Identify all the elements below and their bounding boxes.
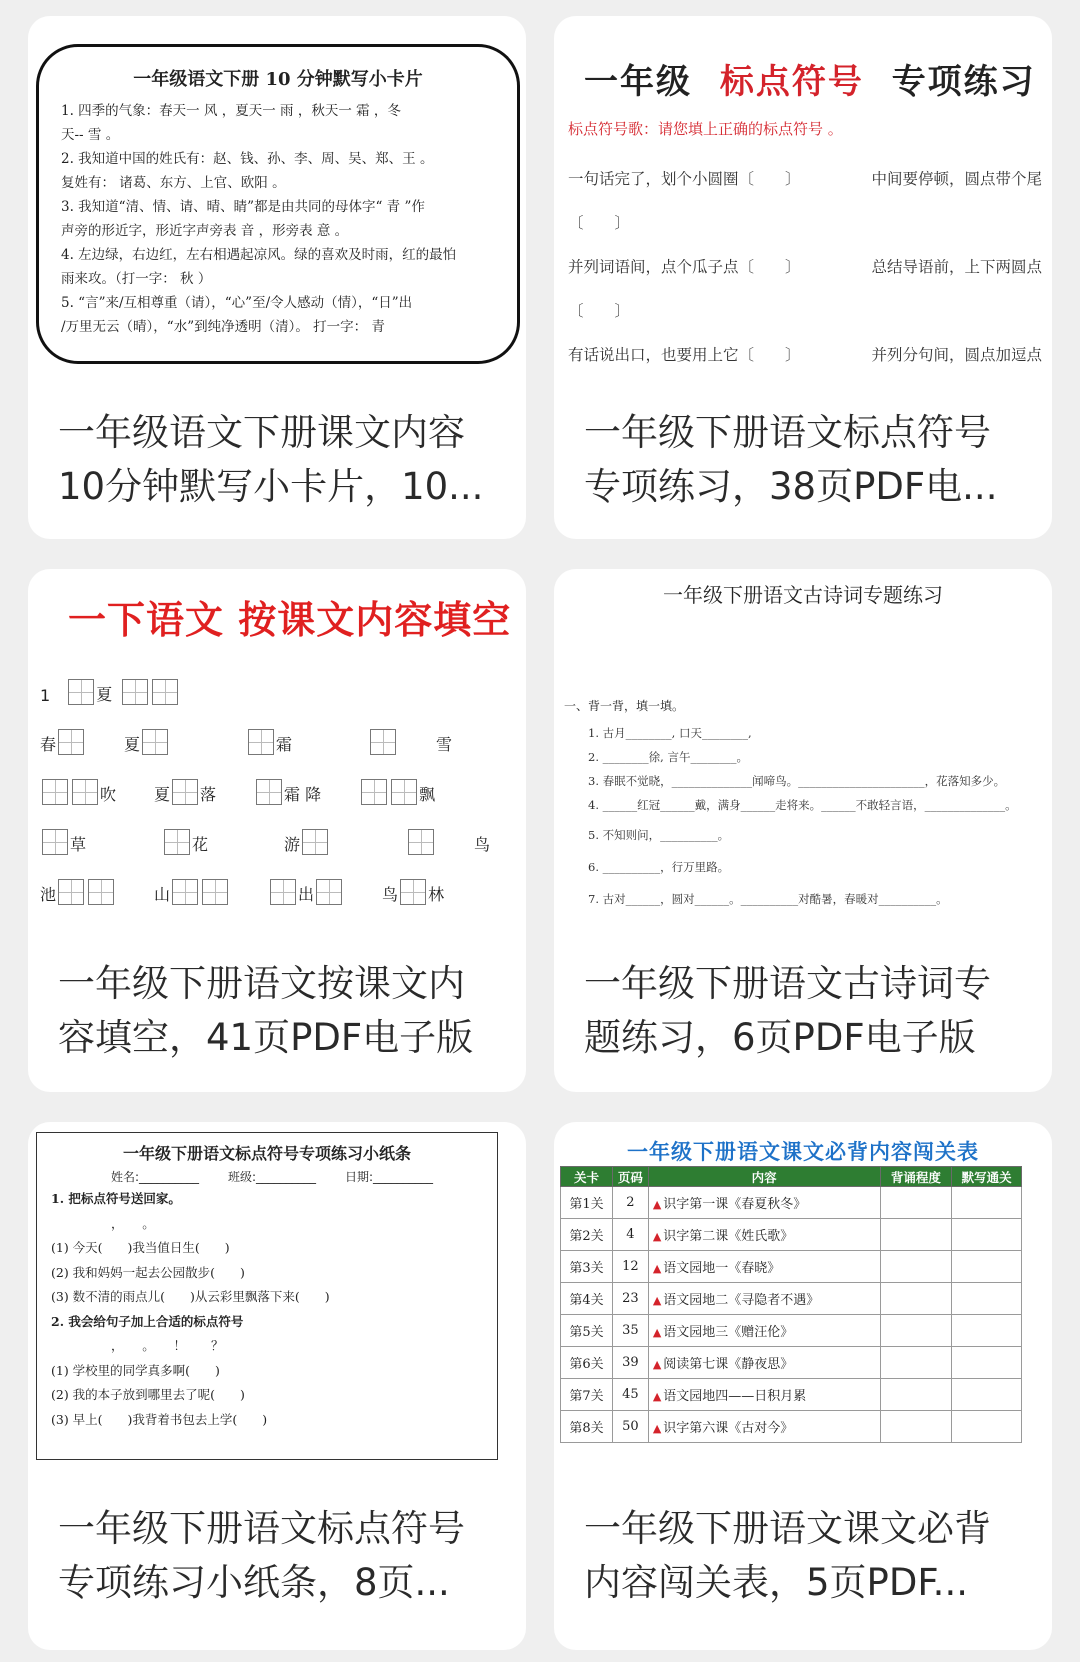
grid-row [40,655,516,705]
caption-line-1: 一年级下册语文标点符号 [58,1507,465,1550]
row-right: 总结导语前，上下两圆点 [871,258,1042,276]
caption-line-1: 一年级下册语文课文必背 [584,1507,991,1550]
blank-box [72,779,98,805]
card-caption[interactable] [58,1502,496,1610]
thumbnail-title: 一年级语文下册 10 分钟默写小卡片 [133,69,423,90]
blank-box [42,779,68,805]
row-right: 并列分句间，圆点加逗点 [871,346,1042,364]
exercise-item: 1. 古月________, 口天________, [588,726,752,740]
caption-line-1: 一年级下册语文按课文内 [58,962,465,1005]
worksheet-line: (1) 今天( )我当值日生( ) [51,1240,230,1255]
thumbnail-title: 一年级下册语文标点符号专项练习小纸条 [122,1144,411,1163]
char: 池 [40,885,57,904]
char: 夏 [96,685,113,704]
section-heading: 一、背一背，填一填。 [564,699,685,713]
thumbnail-line: 2. 我知道中国的姓氏有：赵、钱、孙、李、周、吴、郑、王 。 [61,151,434,167]
thumbnail-line: /万里无云（晴），“水”到纯净透明（清）。 打一字： 青 [61,319,385,335]
caption-line-2: 内容闯关表，5页PDF... [584,1561,968,1604]
blank-box [408,829,434,855]
dictation-cell [952,1219,1022,1251]
row-left: 〔 〕 [568,214,631,232]
recite-cell [880,1347,952,1379]
row-left: 〔 〕 [568,302,631,320]
page-cell: 39 [612,1347,648,1379]
triangle-icon: ▲ [652,1262,662,1275]
column-header: 内容 [648,1167,880,1187]
blank-box [316,879,342,905]
content-cell [648,1347,880,1379]
blank-box [391,779,417,805]
triangle-icon: ▲ [652,1422,662,1435]
content-text: 语文园地三《赠汪伦》 [663,1325,794,1340]
exercise-item: 2. ________徐, 言午________。 [588,750,748,764]
blank-box [248,729,274,755]
level-cell: 第5关 [561,1315,613,1347]
recite-cell [880,1187,952,1219]
blank-box [68,679,94,705]
blank-box [122,679,148,705]
char: 雪 [436,735,453,754]
char: 草 [70,835,87,854]
worksheet-line: 1. 把标点符号送回家。 [51,1191,181,1206]
content-text: 识字第二课《姓氏歌》 [663,1229,794,1244]
triangle-icon: ▲ [652,1390,662,1403]
column-header: 默写通关 [952,1167,1022,1187]
table-row [561,1315,1022,1347]
dictation-cell [952,1411,1022,1443]
row-left: 有话说出口，也要用上它〔 〕 [568,346,801,364]
thumbnail-line: 3. 我知道“清、情、请、晴、睛”都是由共同的母体字“ 青 ”作 [61,199,425,215]
table-row [561,1219,1022,1251]
page-cell: 4 [612,1219,648,1251]
page-cell: 12 [612,1251,648,1283]
resource-card-5[interactable] [28,1122,526,1650]
blank-box [152,679,178,705]
item-number: 1 [40,686,51,705]
level-cell: 第1关 [561,1187,613,1219]
caption-line-1: 一年级语文下册课文内容 [58,411,465,454]
level-cell: 第7关 [561,1379,613,1411]
card-caption[interactable] [584,406,1022,514]
exercise-row [568,200,1042,244]
worksheet-line: (1) 学校里的同学真多啊( ) [51,1362,220,1378]
recite-cell [880,1251,952,1283]
worksheet-line: (2) 我和妈妈一起去公园散步( ) [51,1264,245,1280]
worksheet-meta [51,1164,483,1187]
recite-cell [880,1411,952,1443]
table-header-row [561,1167,1022,1187]
caption-line-1: 一年级下册语文古诗词专 [584,962,991,1005]
date-label: 日期:__________ [344,1170,433,1184]
blank-box [256,779,282,805]
exercise-item: 3. 春眠不觉晓，______________闻啼鸟。______________________，花落知多少。 [588,774,1006,788]
blank-box [142,729,168,755]
content-text: 语文园地一《春晓》 [663,1261,781,1276]
blank-box [361,779,387,805]
blank-box [58,729,84,755]
card-thumbnail [28,16,526,376]
thumbnail-line: 4. 左边绿，右边红，左右相遇起凉风。绿的喜欢及时雨，红的最怕 [61,247,457,263]
page-cell: 23 [612,1283,648,1315]
thumbnail-line: 声旁的形近字，形近字声旁表 音 ，形旁表 意 。 [61,223,349,239]
blank-box [42,829,68,855]
char: 夏 [124,735,141,754]
content-text: 语文园地四——日积月累 [663,1389,807,1404]
blank-box [172,779,198,805]
triangle-icon: ▲ [652,1198,662,1211]
card-caption[interactable] [584,1502,1022,1610]
char: 春 [40,735,57,754]
blank-box [400,879,426,905]
row-right: 中间要停顿，圆点带个尾 [871,170,1042,188]
char: 鸟 [474,835,491,854]
resource-card-2[interactable] [554,16,1052,539]
blank-box [270,879,296,905]
caption-line-2: 容填空，41页PDF电子版 [58,1016,474,1059]
exercise-item: 5. 不知则问，__________。 [588,828,730,842]
recite-cell [880,1219,952,1251]
recite-cell [880,1315,952,1347]
worksheet-line: 2. 我会给句子加上合适的标点符号 [51,1313,244,1329]
content-cell [648,1219,880,1251]
thumbnail-line: 复姓有： 诸葛、东方、上官、欧阳 。 [61,175,286,191]
caption-line-2: 10分钟默写小卡片，10... [58,465,484,508]
thumbnail-title: 一下语文 按课文内容填空 [68,598,512,642]
exercise-row [568,332,1042,376]
table-row [561,1187,1022,1219]
content-text: 识字第一课《春夏秋冬》 [663,1197,807,1212]
worksheet-line: (2) 我的本子放到哪里去了呢( ) [51,1387,245,1402]
level-cell: 第3关 [561,1251,613,1283]
table-row [561,1347,1022,1379]
thumbnail-line: 天-- 雪 。 [61,127,120,143]
table-row [561,1379,1022,1411]
char: 飘 [419,785,436,804]
level-cell: 第6关 [561,1347,613,1379]
column-header: 关卡 [561,1167,613,1187]
caption-line-1: 一年级下册语文标点符号 [584,411,991,454]
dictation-cell [952,1187,1022,1219]
card-caption[interactable] [584,957,1022,1065]
dictation-cell [952,1315,1022,1347]
card-thumbnail [554,1122,1052,1472]
triangle-icon: ▲ [652,1230,662,1243]
row-left: 一句话完了，划个小圆圈〔 〕 [568,170,801,188]
worksheet-line: (3) 数不清的雨点儿( )从云彩里飘落下来( ) [51,1289,330,1304]
card-thumbnail [28,1122,526,1472]
dictation-cell [952,1347,1022,1379]
blank-box [302,829,328,855]
name-label: 姓名:__________ [111,1170,200,1184]
recite-cell [880,1283,952,1315]
triangle-icon: ▲ [652,1358,662,1371]
grid-row [40,855,516,905]
thumbnail-title: 一年级下册语文课文必背内容闯关表 [627,1139,979,1164]
content-text: 语文园地二《寻隐者不遇》 [663,1293,820,1308]
grid-row [40,705,516,755]
char: 花 [192,835,209,854]
card-thumbnail [28,569,526,929]
content-cell [648,1251,880,1283]
char: 山 [154,885,171,904]
blank-box [370,729,396,755]
char: 夏 [154,785,171,804]
grid-row [40,805,516,855]
card-thumbnail [554,569,1052,929]
exercise-row [568,288,1042,332]
content-text: 识字第六课《古对今》 [663,1421,794,1436]
card-caption[interactable] [58,406,496,514]
resource-card-1[interactable] [28,16,526,539]
caption-line-2: 专项练习，38页PDF电... [584,465,998,508]
card-thumbnail [554,16,1052,376]
table-row [561,1283,1022,1315]
thumbnail-title [584,54,1036,103]
level-cell: 第2关 [561,1219,613,1251]
content-cell [648,1411,880,1443]
exercise-item: 6. __________，行万里路。 [588,860,730,874]
content-cell [648,1379,880,1411]
dictation-cell [952,1251,1022,1283]
resource-card-3[interactable] [28,569,526,1092]
resource-card-6[interactable] [554,1122,1052,1650]
table-row [561,1251,1022,1283]
title-part: 专项练习 [891,62,1036,102]
blank-box [164,829,190,855]
title-highlight: 标点符号 [719,62,864,102]
page-cell: 45 [612,1379,648,1411]
exercise-list [588,721,1046,911]
dictation-cell [952,1283,1022,1315]
triangle-icon: ▲ [652,1326,662,1339]
title-part: 一年级 [584,62,692,102]
exercise-row [568,244,1042,288]
class-label: 班级:__________ [227,1170,317,1184]
blank-box [58,879,84,905]
page-cell: 50 [612,1411,648,1443]
thumbnail-subtitle: 标点符号歌：请您填上正确的标点符号 。 [568,120,843,138]
level-table [560,1166,1022,1443]
dictation-cell [952,1379,1022,1411]
worksheet-line: (3) 早上( )我背着书包去上学( ) [51,1411,268,1427]
char: 吹 [100,785,117,804]
triangle-icon: ▲ [652,1294,662,1307]
caption-line-2: 专项练习小纸条，8页... [58,1561,450,1604]
exercise-rows [568,156,1042,376]
exercise-row [568,156,1042,200]
level-cell: 第4关 [561,1283,613,1315]
grid-row [40,755,516,805]
thumbnail-line: 雨来攻。（打一字： 秋 ） [61,271,212,287]
worksheet-line: ， 。 [111,1215,155,1231]
column-header: 页码 [612,1167,648,1187]
blank-box [172,879,198,905]
content-cell [648,1187,880,1219]
resource-card-4[interactable] [554,569,1052,1092]
exercise-item: 4. ______红冠______戴，满身______走将来。______不敢轻言语，______________。 [588,798,1017,812]
thumbnail-line: 1. 四季的气象：春天一 风 ，夏天一 雨 ，秋天一 霜 ，冬 [61,103,401,119]
exercise-item: 7. 古对______，圆对______。__________对酷暑，春暖对__________。 [588,892,948,906]
blank-box [202,879,228,905]
worksheet [36,1132,498,1460]
char: 出 [298,885,315,904]
row-left: 并列词语间，点个瓜子点〔 〕 [568,258,801,276]
worksheet-line: ， 。 ！ ？ [111,1338,224,1353]
content-text: 阅读第七课《静夜思》 [663,1357,794,1372]
char: 霜 [276,735,293,754]
char: 落 [200,785,217,804]
dictation-card [36,44,520,364]
card-caption[interactable] [58,957,496,1065]
content-cell [648,1315,880,1347]
table-row [561,1411,1022,1443]
caption-line-2: 题练习，6页PDF电子版 [584,1016,976,1059]
thumbnail-line: 5. “言”来/互相尊重（请），“心”至/令人感动（情），“日”出 [61,295,413,311]
column-header: 背诵程度 [880,1167,952,1187]
char: 霜 降 [284,785,322,804]
thumbnail-title: 一年级下册语文古诗词专题练习 [663,583,943,607]
content-cell [648,1283,880,1315]
recite-cell [880,1379,952,1411]
level-cell: 第8关 [561,1411,613,1443]
char: 游 [284,835,301,854]
blank-box [88,879,114,905]
page-cell: 35 [612,1315,648,1347]
page-cell: 2 [612,1187,648,1219]
char: 鸟 [382,885,399,904]
char: 林 [428,885,445,904]
fill-grid [40,655,516,905]
